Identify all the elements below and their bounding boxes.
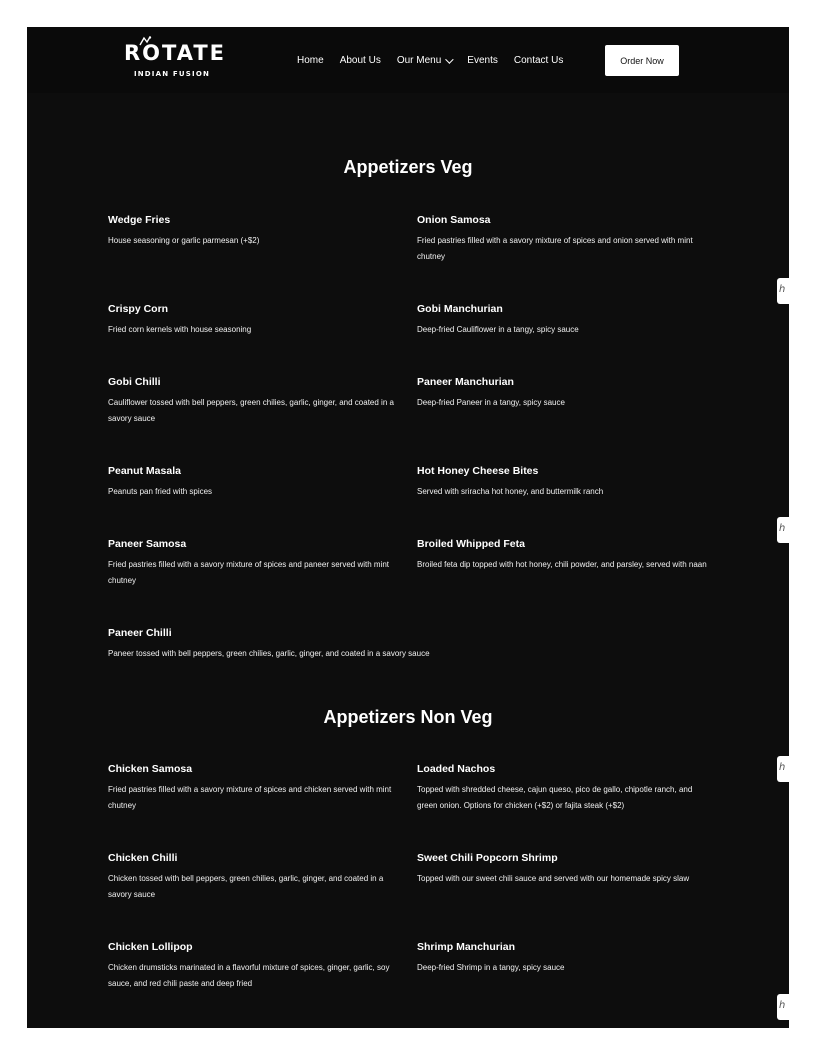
section-title-appetizers-veg: Appetizers Veg — [343, 157, 473, 177]
widget-icon: ℎ — [779, 1000, 786, 1011]
widget-icon: ℎ — [779, 284, 786, 295]
nav-our-menu[interactable] — [397, 55, 451, 66]
item-desc: Chicken tossed with bell peppers, green chilies, garlic, ginger, and coated in a savory sauce — [108, 874, 384, 899]
item-desc: Chicken drumsticks marinated in a flavorful mixture of spices, ginger, garlic, soy sauce, and red chili paste and deep fried — [108, 963, 390, 988]
item-desc: Deep-fried Paneer in a tangy, spicy sauce — [417, 398, 565, 407]
menu-item — [417, 214, 707, 265]
item-desc: Topped with our sweet chili sauce and served with our homemade spicy slaw — [417, 874, 690, 883]
menu-item — [417, 465, 707, 500]
item-name: Gobi Manchurian — [417, 303, 503, 315]
menu-item — [108, 303, 398, 338]
widget-icon: ℎ — [779, 523, 786, 534]
menu-item — [417, 303, 707, 338]
item-name: Paneer Samosa — [108, 538, 187, 550]
item-name: Sweet Chili Popcorn Shrimp — [417, 852, 558, 864]
item-desc: Fried pastries filled with a savory mixture of spices and paneer served with mint chutney — [108, 560, 390, 585]
item-name: Hot Honey Cheese Bites — [417, 465, 539, 477]
nav-home-label: Home — [297, 55, 324, 66]
menu-item — [417, 538, 707, 573]
item-name: Chicken Chilli — [108, 852, 178, 864]
item-desc: Broiled feta dip topped with hot honey, chili powder, and parsley, served with naan — [417, 560, 707, 569]
item-name: Paneer Manchurian — [417, 376, 514, 388]
widget-icon: ℎ — [779, 762, 786, 773]
item-name: Paneer Chilli — [108, 627, 172, 639]
item-desc: House seasoning or garlic parmesan (+$2) — [108, 236, 260, 245]
item-desc: Fried pastries filled with a savory mixture of spices and chicken served with mint chutney — [108, 785, 392, 810]
item-name: Wedge Fries — [108, 214, 171, 226]
section-title-appetizers-non-veg: Appetizers Non Veg — [323, 707, 493, 727]
side-widget-tab[interactable] — [777, 756, 789, 782]
menu-item — [108, 465, 398, 500]
item-desc: Paneer tossed with bell peppers, green chilies, garlic, ginger, and coated in a savory sauce — [108, 649, 430, 658]
item-desc: Served with sriracha hot honey, and buttermilk ranch — [417, 487, 604, 496]
menu-page — [27, 27, 789, 1028]
item-name: Chicken Samosa — [108, 763, 193, 775]
chevron-down-icon — [445, 55, 453, 63]
nav-about-label: About Us — [339, 55, 381, 66]
item-name: Onion Samosa — [417, 214, 491, 226]
side-widget-tab[interactable] — [777, 994, 789, 1020]
menu-item — [108, 214, 398, 249]
nav-home[interactable] — [297, 55, 324, 66]
item-desc: Peanuts pan fried with spices — [108, 487, 213, 496]
item-name: Gobi Chilli — [108, 376, 161, 388]
nav-events-label: Events — [467, 55, 498, 66]
site-header — [27, 27, 789, 93]
item-desc: Fried pastries filled with a savory mixture of spices and onion served with mint chutney — [417, 236, 693, 261]
side-widget-tab[interactable] — [777, 278, 789, 304]
order-now-button[interactable]: Order Now — [605, 45, 679, 76]
nav-contact-label: Contact Us — [513, 55, 564, 66]
item-desc: Deep-fried Cauliflower in a tangy, spicy sauce — [417, 325, 579, 334]
menu-item — [417, 941, 707, 976]
menu-item — [108, 376, 398, 427]
menu-item — [108, 763, 398, 814]
item-name: Loaded Nachos — [417, 763, 496, 775]
nav-contact[interactable] — [514, 55, 563, 66]
logo[interactable] — [124, 41, 227, 78]
menu-item — [108, 941, 398, 992]
item-desc: Deep-fried Shrimp in a tangy, spicy sauce — [417, 963, 565, 972]
main-nav — [297, 55, 579, 66]
item-name: Chicken Lollipop — [108, 941, 193, 953]
item-desc: Topped with shredded cheese, cajun queso, pico de gallo, chipotle ranch, and green onion. Options for chicken (+$2) or fajita steak (+$2) — [417, 785, 693, 810]
item-name: Shrimp Manchurian — [417, 941, 516, 953]
item-name: Broiled Whipped Feta — [417, 538, 525, 550]
item-name: Crispy Corn — [108, 303, 169, 315]
logo-title: ROTATE — [124, 41, 227, 65]
menu-item — [417, 376, 707, 411]
nav-our-menu-label: Our Menu — [396, 55, 442, 66]
menu-item — [108, 538, 398, 589]
item-desc: Cauliflower tossed with bell peppers, green chilies, garlic, ginger, and coated in a savory sauce — [108, 398, 394, 423]
nav-about[interactable] — [340, 55, 381, 66]
logo-main-text — [124, 41, 227, 65]
menu-item — [417, 763, 707, 814]
menu-item — [108, 627, 468, 662]
item-name: Peanut Masala — [108, 465, 181, 477]
logo-subtitle: INDIAN FUSION — [133, 70, 211, 78]
logo-mark-icon — [138, 36, 152, 46]
nav-events[interactable] — [467, 55, 498, 66]
side-widget-tab[interactable] — [777, 517, 789, 543]
menu-item — [417, 852, 707, 887]
item-desc: Fried corn kernels with house seasoning — [108, 325, 252, 334]
menu-item — [108, 852, 398, 903]
